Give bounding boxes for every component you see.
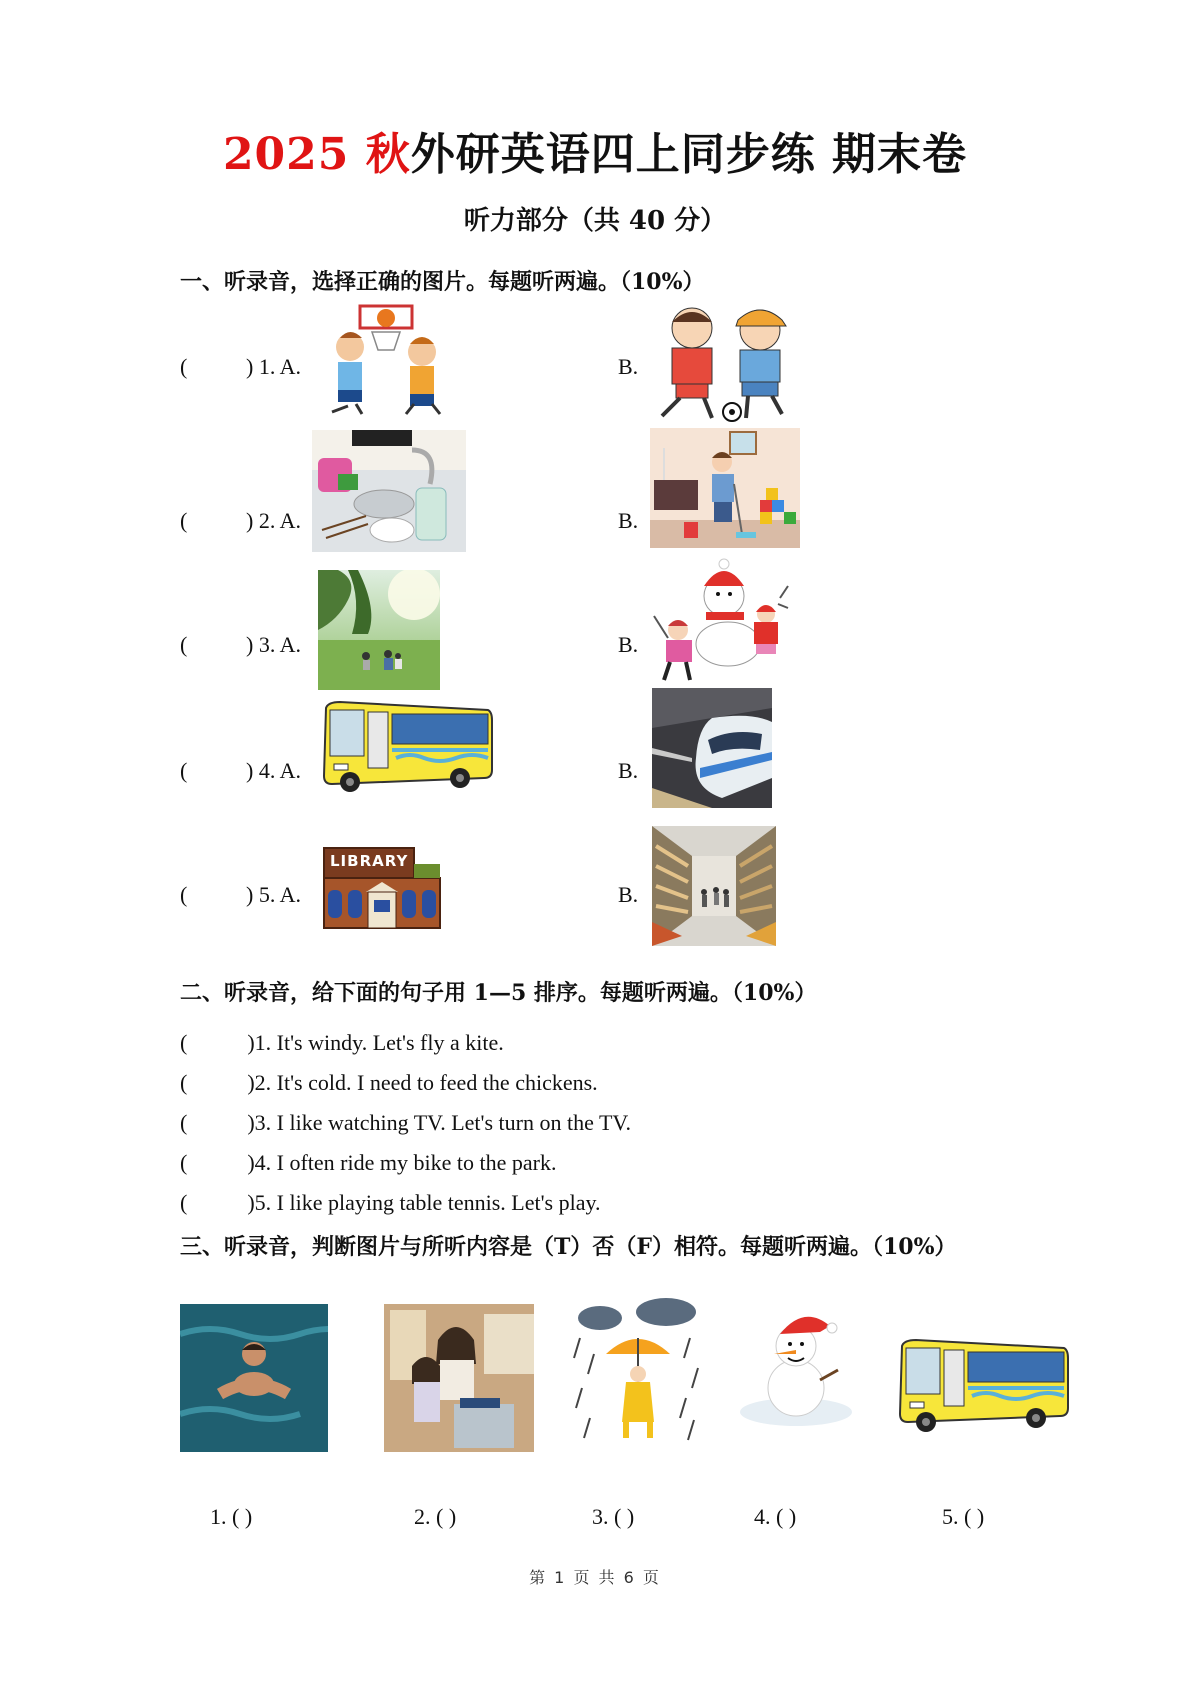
soccer-players-icon [650,302,800,424]
sentence-2-paren: ( [180,1070,188,1095]
q4-label: ) 4. A. [246,758,301,783]
q3-label: ) 3. A. [246,632,301,657]
section3-heading: 三、听录音，判断图片与所听内容是（T）否（F）相符。每题听两遍。（10%） [180,1234,957,1260]
washing-dishes-icon [312,430,466,552]
answer-5: 5. ( ) [942,1504,985,1529]
q1-paren: ( [180,354,188,379]
sentence-row-3 [180,1110,631,1136]
sentence-2-text: )2. It's cold. I need to feed the chickens. [247,1070,598,1095]
library-sign: LIBRARY [330,852,409,870]
page-title [0,118,1190,182]
title-rest: 外研英语四上同步练 期末卷 [410,129,968,180]
page-footer: 第 1 页 共 6 页 [529,1568,661,1587]
answer-1: 1. ( ) [210,1504,253,1529]
q3-paren: ( [180,632,188,657]
sentence-1-paren: ( [180,1030,188,1055]
q4-paren: ( [180,758,188,783]
train-icon [652,688,772,808]
section2-heading: 二、听录音，给下面的句子用 1—5 排序。每题听两遍。（10%） [180,980,817,1006]
q5-paren: ( [180,882,188,907]
title-season: 秋 [365,129,411,180]
supermarket-icon [652,826,776,946]
sentence-row-1 [180,1030,504,1056]
answer-4: 4. ( ) [754,1504,797,1529]
sentence-row-2 [180,1070,598,1096]
sentence-5-paren: ( [180,1190,188,1215]
snowman-icon [734,1300,858,1430]
section1-heading: 一、听录音，选择正确的图片。每题听两遍。（10%） [180,269,705,295]
library-icon [322,846,442,930]
q1-label: ) 1. A. [246,354,301,379]
q1-b-label: B. [618,354,639,379]
park-picnic-icon [318,570,440,690]
sentence-1-text: )1. It's windy. Let's fly a kite. [247,1030,504,1055]
rain-umbrella-icon [570,1298,706,1448]
sentence-row-4 [180,1150,556,1176]
q4-b-label: B. [618,758,639,783]
q3-b-label: B. [618,632,639,657]
swimming-boy-icon [180,1304,328,1452]
sentence-3-text: )3. I like watching TV. Let's turn on the TV. [247,1110,631,1135]
snowman-kids-icon [650,556,790,684]
q5-b-label: B. [618,882,639,907]
sentence-4-paren: ( [180,1150,188,1175]
q2-label: ) 2. A. [246,508,301,533]
answer-2: 2. ( ) [414,1504,457,1529]
sentence-row-5 [180,1190,601,1216]
sentence-5-text: )5. I like playing table tennis. Let's play. [247,1190,601,1215]
q2-paren: ( [180,508,188,533]
bus-icon [896,1338,1070,1436]
q5-label: ) 5. A. [246,882,301,907]
bus-icon [320,700,494,796]
q2-b-label: B. [618,508,639,533]
basketball-players-icon [322,302,452,420]
title-year: 2025 [222,129,350,180]
sentence-3-paren: ( [180,1110,188,1135]
sentence-4-text: )4. I often ride my bike to the park. [247,1150,557,1175]
page-subtitle: 听力部分（共 40 分） [463,206,727,236]
mopping-floor-icon [650,428,800,548]
answer-3: 3. ( ) [592,1504,635,1529]
mother-daughter-icon [384,1304,534,1452]
